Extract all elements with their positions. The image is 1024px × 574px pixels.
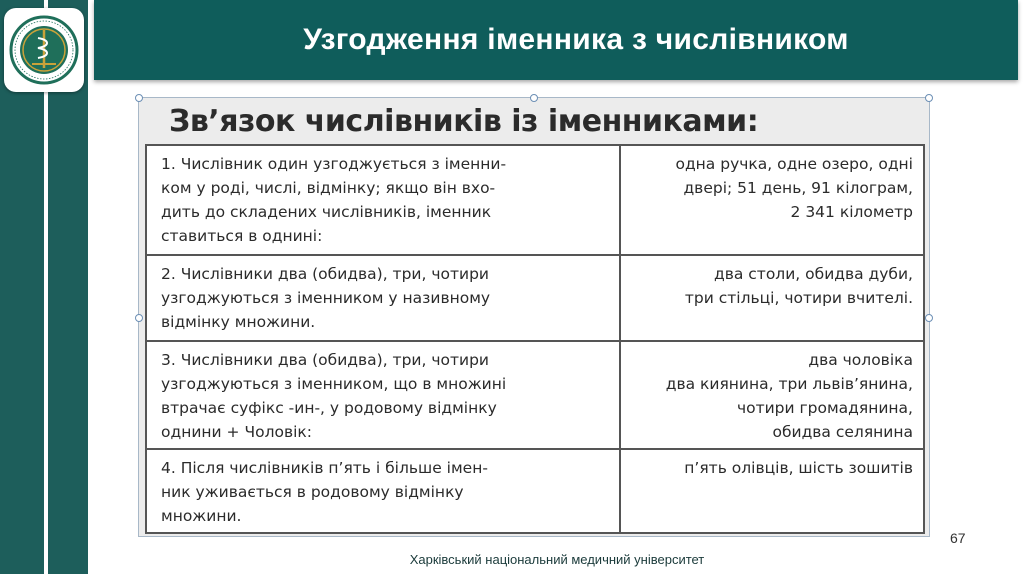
- rule-cell: [146, 449, 620, 533]
- example-cell: [620, 255, 924, 341]
- example-text-line: два столи, обидва дуби,: [714, 265, 913, 283]
- rule-text-line: ком у роді, числі, відмінку; якщо він вхо-: [161, 179, 496, 197]
- table-row: [146, 255, 924, 341]
- rule-text-line: узгоджуються з іменником у називному: [161, 289, 491, 307]
- table-title: Зв’язок числівників із іменниками:: [169, 104, 759, 139]
- rule-text-line: ник уживається в родовому відмінку: [161, 483, 464, 501]
- example-text-line: обидва селянина: [772, 423, 913, 441]
- table-image-frame[interactable]: [138, 97, 930, 537]
- rule-text-line: втрачає суфікс -ин-, у родовому відмінку: [161, 399, 497, 417]
- rule-cell: [146, 145, 620, 255]
- page-number: 67: [950, 530, 966, 546]
- example-text-line: п’ять олівців, шість зошитів: [684, 459, 913, 477]
- resize-handle-top-left[interactable]: [135, 94, 143, 102]
- rule-text-line: ставиться в однині:: [161, 227, 323, 245]
- example-cell: [620, 449, 924, 533]
- rule-text-line: 4. Після числівників п’ять і більше імен-: [161, 459, 488, 477]
- example-cell: [620, 341, 924, 449]
- rule-text-line: узгоджуються з іменником, що в множині: [161, 375, 507, 393]
- example-text-line: два чоловіка: [808, 351, 913, 369]
- header-bar: [94, 0, 1018, 80]
- rule-text-line: 2. Числівники два (обидва), три, чотири: [161, 265, 489, 283]
- table-row: [146, 341, 924, 449]
- university-crest-icon: [8, 14, 80, 86]
- rule-text-line: дить до складених числівників, іменник: [161, 203, 492, 221]
- rule-cell: [146, 341, 620, 449]
- table-row: [146, 449, 924, 533]
- example-text-line: двері; 51 день, 91 кілограм,: [683, 179, 913, 197]
- university-footer: Харківський національний медичний університет: [409, 552, 705, 567]
- table-row: [146, 145, 924, 255]
- rule-text-line: 1. Числівник один узгоджується з іменни-: [161, 155, 507, 173]
- example-text-line: чотири громадянина,: [736, 399, 913, 417]
- example-text-line: три стільці, чотири вчителі.: [684, 289, 913, 307]
- resize-handle-top-middle[interactable]: [530, 94, 538, 102]
- example-text-line: 2 341 кілометр: [790, 203, 913, 221]
- rule-text-line: однини + Чоловік:: [161, 423, 312, 441]
- slide-title: Узгодження іменника з числівником: [303, 23, 849, 56]
- resize-handle-middle-right[interactable]: [925, 314, 933, 322]
- resize-handle-top-right[interactable]: [925, 94, 933, 102]
- example-text-line: два киянина, три львів’янина,: [665, 375, 913, 393]
- example-text-line: одна ручка, одне озеро, одні: [675, 155, 913, 173]
- rule-text-line: множини.: [161, 507, 242, 525]
- example-cell: [620, 145, 924, 255]
- university-logo: [4, 8, 84, 92]
- resize-handle-middle-left[interactable]: [135, 314, 143, 322]
- rule-cell: [146, 255, 620, 341]
- rule-text-line: 3. Числівники два (обидва), три, чотири: [161, 351, 489, 369]
- rule-text-line: відмінку множини.: [161, 313, 316, 331]
- rules-table: [145, 144, 925, 534]
